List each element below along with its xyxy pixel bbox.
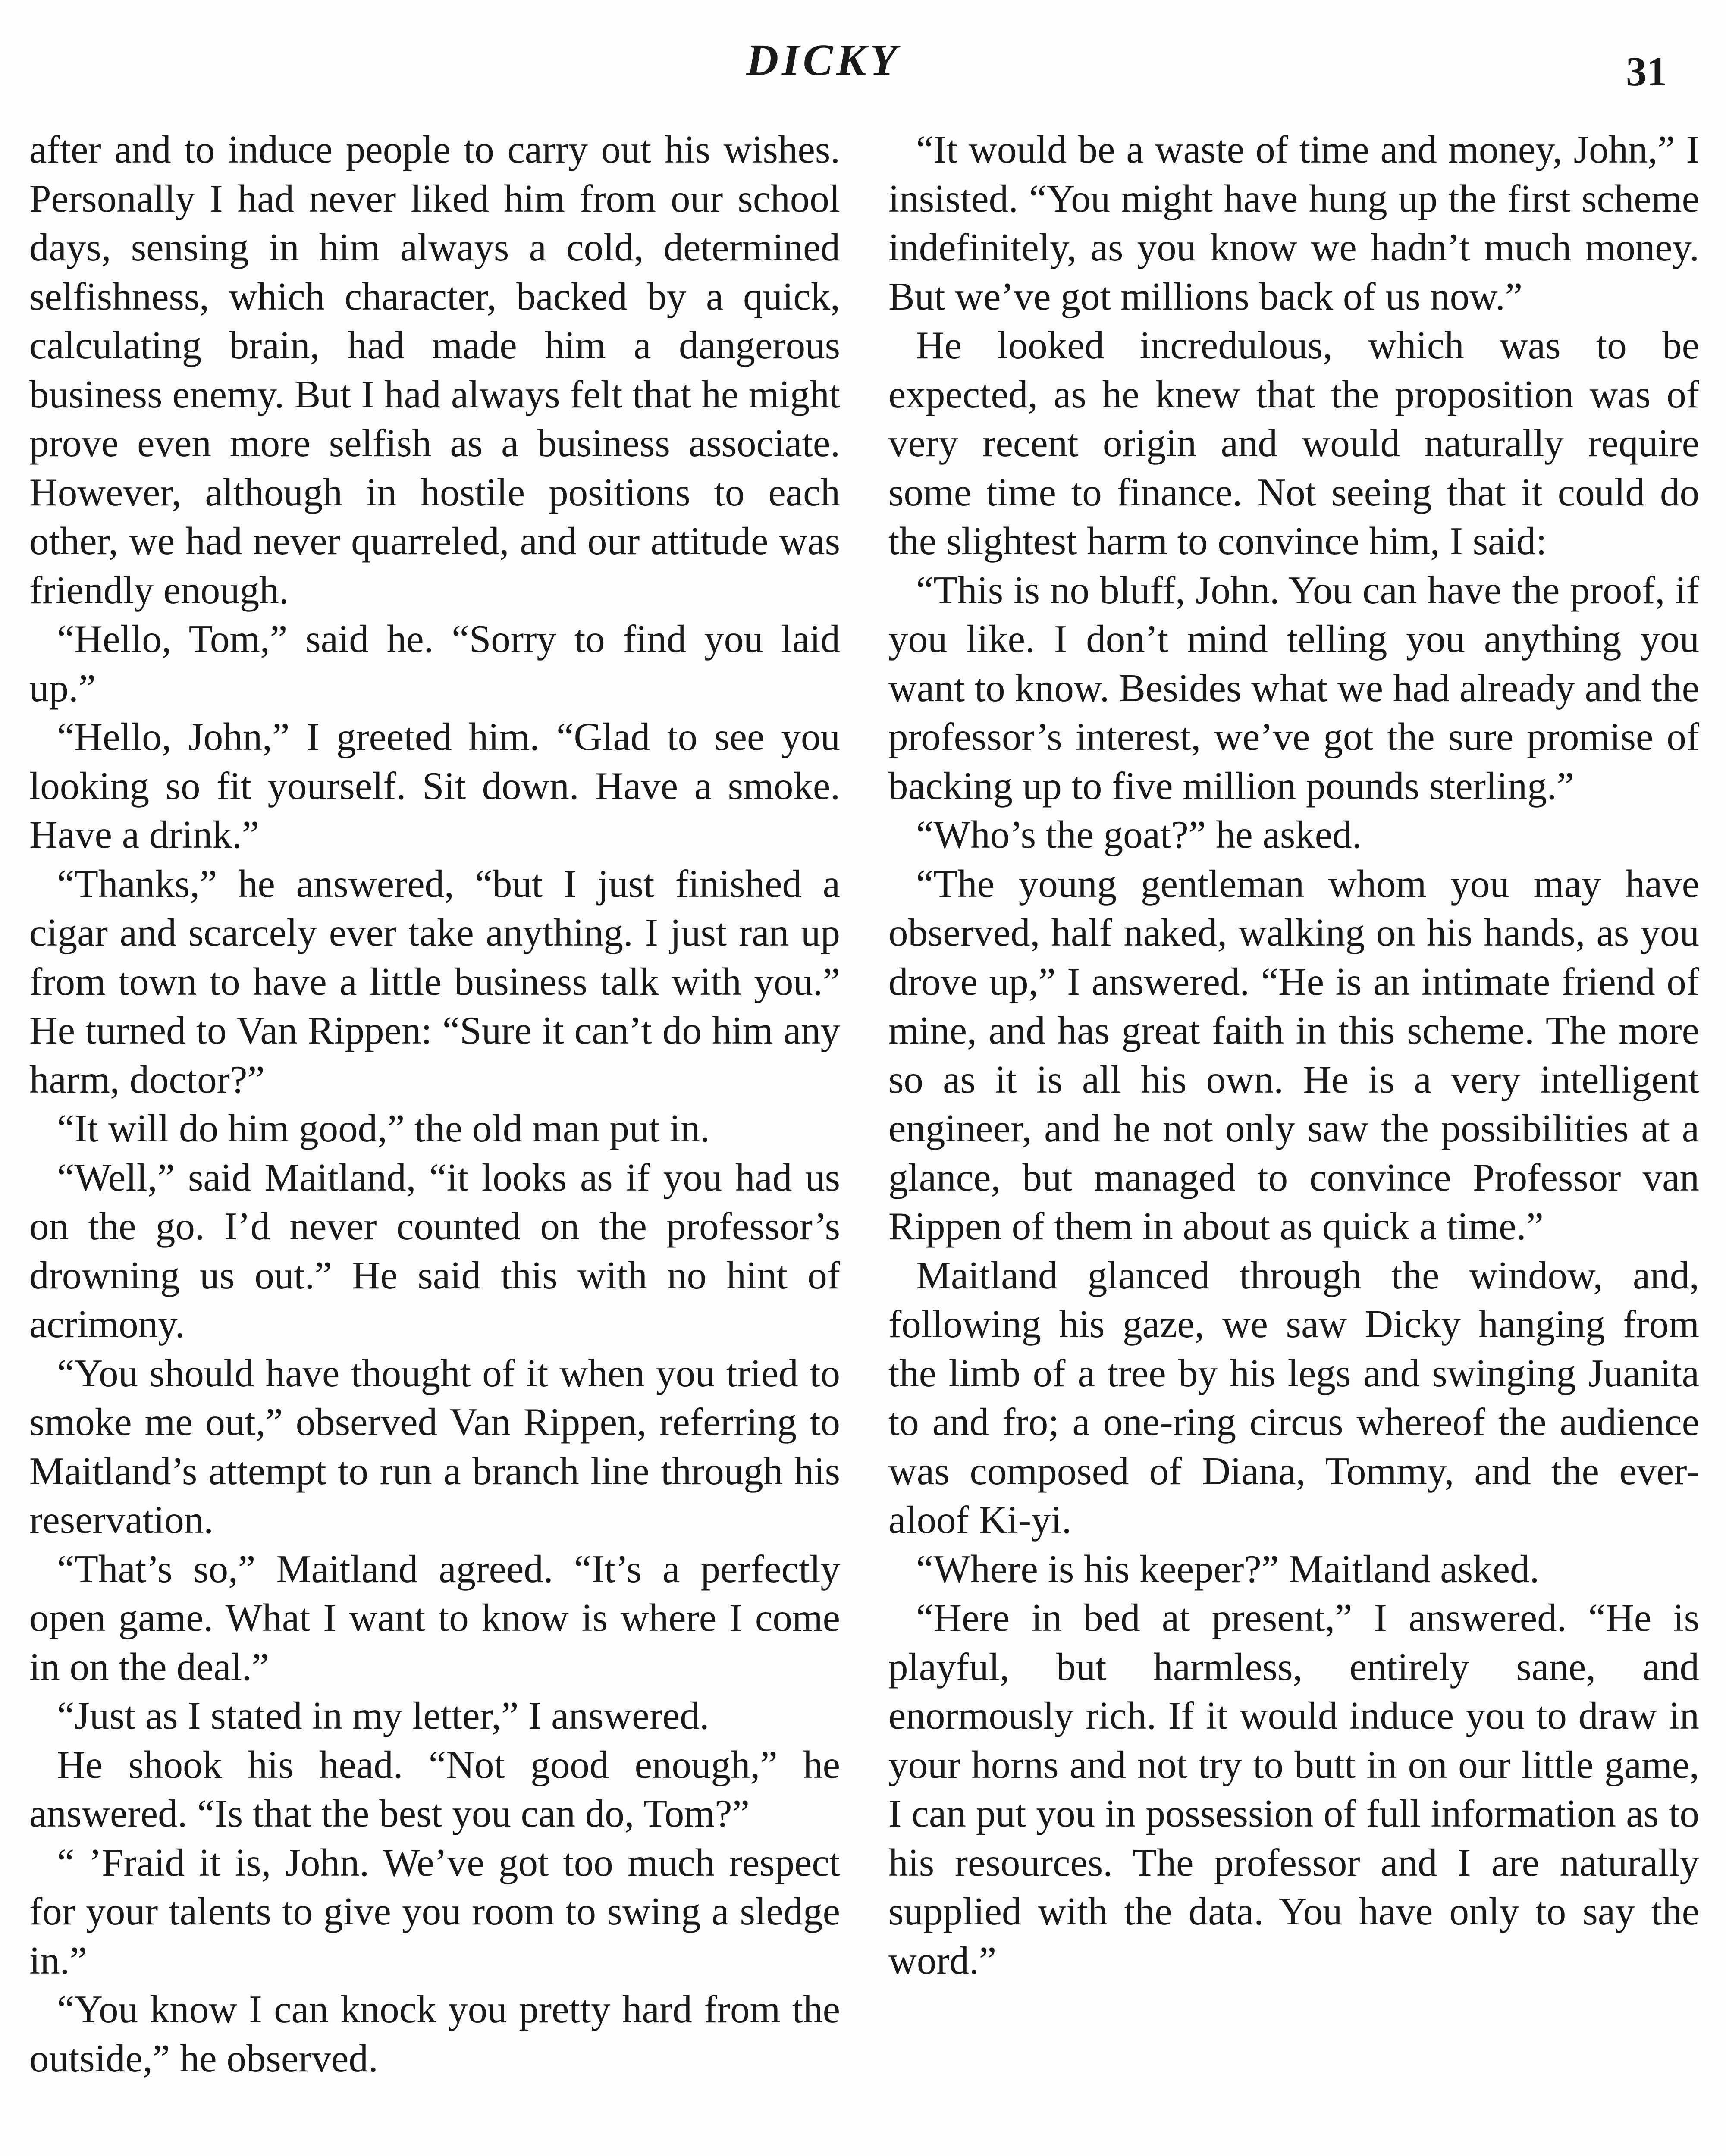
paragraph: Maitland glanced through the window, and, following his gaze, we saw Dicky hanging from the limb of a tree by his legs and swinging Juanita to and fro; a one-ring circus whereof the audience was composed of Diana, Tommy, and the ever-aloof Ki-yi. — [888, 1253, 1699, 1542]
paragraph: “Hello, Tom,” said he. “Sorry to find you laid up.” — [29, 617, 840, 710]
paragraph: “It would be a waste of time and money, John,” I insisted. “You might have hung up the first scheme indefinitely, as you know we hadn’t much money. But we’ve got millions back of us now.” — [888, 128, 1699, 318]
paragraph: He shook his head. “Not good enough,” he answered. “Is that the best you can do, Tom?” — [29, 1742, 840, 1835]
paragraph: “The young gentleman whom you may have observed, half naked, walking on his hands, as you drove up,” I answered. “He is an intimate friend of mine, and has great faith in this scheme. The more so as it is all his own. He is a very intelligent engineer, and he not only saw the possibilities at a glance, but managed to convince Professor van Rippen of them in about as quick a time.” — [888, 862, 1699, 1248]
paragraph: “Hello, John,” I greeted him. “Glad to see you looking so fit yourself. Sit down. Have a smoke. Have a drink.” — [29, 715, 840, 856]
paragraph: “Where is his keeper?” Maitland asked. — [916, 1547, 1540, 1591]
paragraph: “ ’Fraid it is, John. We’ve got too much respect for your talents to give you room to swing a sledge in.” — [29, 1840, 840, 1982]
left-column — [29, 125, 840, 2083]
paragraph: “It will do him good,” the old man put in. — [57, 1106, 710, 1150]
paragraph: “Here in bed at present,” I answered. “He is playful, but harmless, entirely sane, and enormously rich. If it would induce you to draw in your horns and not try to butt in on our little game, I can put you in possession of full information as to his resources. The professor and I are naturally supplied with the data. You have only to say the word.” — [888, 1596, 1699, 1982]
page-header — [0, 30, 1726, 95]
page-number: 31 — [1626, 48, 1667, 94]
paragraph: “You should have thought of it when you tried to smoke me out,” observed Van Rippen, referring to Maitland’s attempt to run a branch line through his reservation. — [29, 1351, 840, 1542]
paragraph: “Thanks,” he answered, “but I just finished a cigar and scarcely ever take anything. I just ran up from town to have a little business talk with you.” He turned to Van Rippen: “Sure it can’t do him any harm, doctor?” — [29, 862, 840, 1101]
paragraph: “Who’s the goat?” he asked. — [916, 813, 1362, 856]
paragraph: “Just as I stated in my letter,” I answered. — [57, 1694, 709, 1737]
paragraph: “This is no bluff, John. You can have the proof, if you like. I don’t mind telling you anything you want to know. Besides what we had already and the professor’s interest, we’ve got the sure promise of backing up to five million pounds sterling.” — [888, 568, 1699, 808]
paragraph: “That’s so,” Maitland agreed. “It’s a perfectly open game. What I want to know is where I come in on the deal.” — [29, 1547, 840, 1689]
paragraph: He looked incredulous, which was to be expected, as he knew that the proposition was of very recent origin and would naturally require some time to finance. Not seeing that it could do the slightest harm to convince him, I said: — [888, 323, 1699, 563]
running-title: DICKY — [746, 35, 901, 85]
right-column — [888, 125, 1699, 1985]
paragraph: “You know I can knock you pretty hard from the outside,” he observed. — [29, 1987, 840, 2080]
paragraph: “Well,” said Maitland, “it looks as if you had us on the go. I’d never counted on the professor’s drowning us out.” He said this with no hint of acrimony. — [29, 1155, 840, 1346]
paragraph: after and to induce people to carry out his wishes. Personally I had never liked him from our school days, sensing in him always a cold, determined selfishness, which character, backed by a quick, calculating brain, had made him a dangerous business enemy. But I had always felt that he might prove even more selfish as a business associate. However, although in hostile positions to each other, we had never quarreled, and our attitude was friendly enough. — [29, 128, 840, 612]
